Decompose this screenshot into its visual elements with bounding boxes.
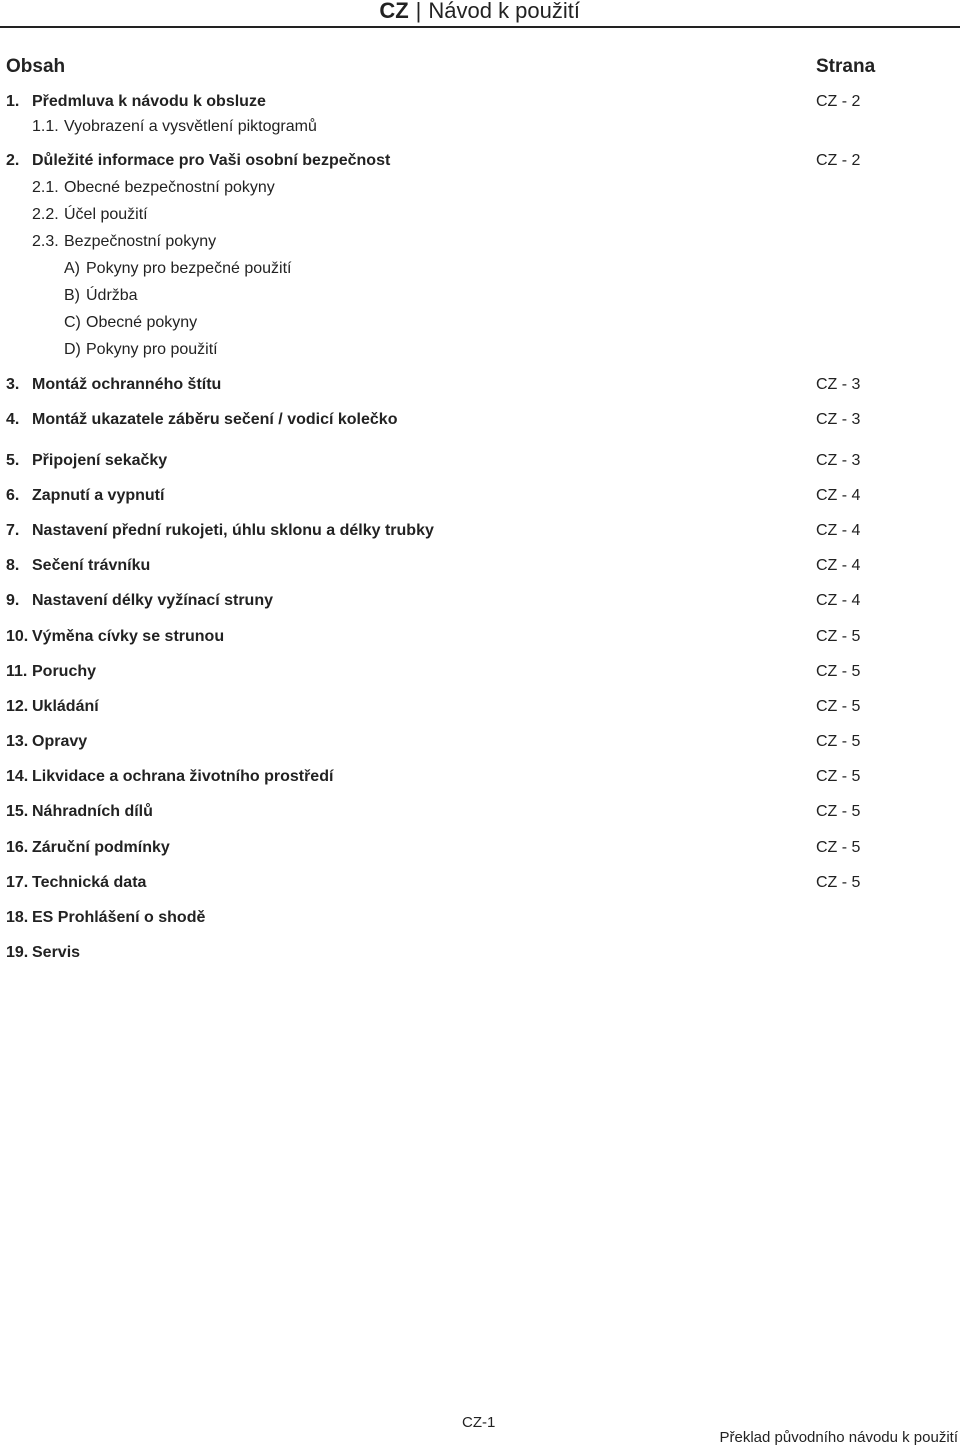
toc-entry[interactable] — [0, 696, 960, 718]
toc-entry-title: Obecné pokyny — [86, 314, 198, 331]
toc-entry-title: Montáž ochranného štítu — [32, 376, 222, 393]
toc-entry[interactable] — [0, 450, 960, 472]
toc-entry-title: Důležité informace pro Vaši osobní bezpečnost — [32, 152, 391, 169]
toc-entry[interactable] — [0, 258, 960, 280]
toc-entry-number: 2.2. — [32, 206, 59, 223]
toc-entry-number: 18. — [6, 909, 29, 926]
toc-entry-title: Pokyny pro použití — [86, 341, 218, 358]
toc-entry-page: CZ - 5 — [816, 733, 861, 750]
toc-entry[interactable] — [0, 150, 960, 172]
toc-entry-title: Vyobrazení a vysvětlení piktogramů — [64, 118, 317, 135]
toc-entry-title: Předmluva k návodu k obsluze — [32, 93, 266, 110]
language-code: CZ — [379, 0, 409, 23]
toc-entry-page: CZ - 5 — [816, 803, 861, 820]
toc-entry-title: Výměna cívky se strunou — [32, 628, 225, 645]
toc-entry-page: CZ - 3 — [816, 452, 861, 469]
toc-entry[interactable] — [0, 626, 960, 648]
toc-entry[interactable] — [0, 872, 960, 894]
toc-entry-number: 7. — [6, 522, 20, 539]
header-separator: | — [415, 0, 422, 23]
toc-entry-title: Připojení sekačky — [32, 452, 168, 469]
toc-entry-number: 2.3. — [32, 233, 59, 250]
toc-entry[interactable] — [0, 907, 960, 929]
toc-entry-page: CZ - 2 — [816, 152, 861, 169]
toc-entry-number: 15. — [6, 803, 29, 820]
toc-entry-page: CZ - 5 — [816, 768, 861, 785]
toc-entry[interactable] — [0, 520, 960, 542]
toc-entry[interactable] — [0, 801, 960, 823]
toc-entry-number: 2. — [6, 152, 20, 169]
toc-entry[interactable] — [0, 731, 960, 753]
toc-entry-title: Nastavení délky vyžínací struny — [32, 592, 273, 609]
toc-entry-number: 1. — [6, 93, 20, 110]
toc-entry-number: C) — [64, 314, 81, 331]
toc-entry-page: CZ - 4 — [816, 557, 861, 574]
toc-entry-number: 6. — [6, 487, 20, 504]
toc-heading: Obsah — [6, 56, 66, 77]
toc-entry-number: 17. — [6, 874, 29, 891]
toc-entry-title: Likvidace a ochrana životního prostředí — [32, 768, 334, 785]
toc-entry-title: Sečení trávníku — [32, 557, 151, 574]
translation-note: Překlad původního návodu k použití — [719, 1429, 958, 1446]
toc-entry-page: CZ - 3 — [816, 376, 861, 393]
toc-entry-title: Bezpečnostní pokyny — [64, 233, 217, 250]
toc-entry[interactable] — [0, 339, 960, 361]
toc-entry-title: Poruchy — [32, 663, 97, 680]
page-number: CZ-1 — [462, 1414, 496, 1431]
toc-entry-title: Technická data — [32, 874, 147, 891]
toc-entry-title: Náhradních dílů — [32, 803, 153, 820]
toc-entry[interactable] — [0, 374, 960, 396]
toc-entry-title: Obecné bezpečnostní pokyny — [64, 179, 275, 196]
toc-entry-number: 14. — [6, 768, 29, 785]
toc-entry-title: ES Prohlášení o shodě — [32, 909, 206, 926]
toc-entry[interactable] — [0, 231, 960, 253]
toc-entry[interactable] — [0, 116, 960, 138]
toc-entry-title: Zapnutí a vypnutí — [32, 487, 165, 504]
toc-entry-number: 16. — [6, 839, 29, 856]
toc-entry-page: CZ - 4 — [816, 522, 861, 539]
toc-entry[interactable] — [0, 661, 960, 683]
toc-page-heading: Strana — [816, 56, 876, 77]
toc-entry[interactable] — [0, 837, 960, 859]
toc-entry-page: CZ - 4 — [816, 487, 861, 504]
toc-entry[interactable] — [0, 177, 960, 199]
toc-entry-number: 13. — [6, 733, 29, 750]
toc-entry-page: CZ - 5 — [816, 874, 861, 891]
toc-entry-title: Opravy — [32, 733, 88, 750]
toc-entry-title: Montáž ukazatele záběru sečení / vodicí kolečko — [32, 411, 398, 428]
toc-entry[interactable] — [0, 766, 960, 788]
toc-entry-number: 8. — [6, 557, 20, 574]
toc-entry-title: Ukládání — [32, 698, 99, 715]
toc-entry[interactable] — [0, 555, 960, 577]
toc-entry-number: D) — [64, 341, 81, 358]
toc-entry-number: 3. — [6, 376, 20, 393]
toc-entry-number: 19. — [6, 944, 29, 961]
toc-entry-page: CZ - 4 — [816, 592, 861, 609]
toc-entry-number: A) — [64, 260, 80, 277]
toc-entry-number: 1.1. — [32, 118, 59, 135]
toc-entry-number: 12. — [6, 698, 29, 715]
toc-entry-page: CZ - 2 — [816, 93, 861, 110]
toc-entry-number: 10. — [6, 628, 29, 645]
toc-entry-title: Údržba — [86, 287, 138, 304]
toc-entry[interactable] — [0, 312, 960, 334]
toc-entry-page: CZ - 5 — [816, 839, 861, 856]
toc-entry-title: Pokyny pro bezpečné použití — [86, 260, 292, 277]
toc-entry[interactable] — [0, 942, 960, 964]
toc-entry-number: 4. — [6, 411, 20, 428]
toc-entry-number: 2.1. — [32, 179, 59, 196]
toc-entry[interactable] — [0, 409, 960, 431]
page-header — [379, 0, 580, 26]
toc-entry-page: CZ - 3 — [816, 411, 861, 428]
toc-entry-title: Servis — [32, 944, 81, 961]
toc-entry-title: Záruční podmínky — [32, 839, 170, 856]
toc-entry[interactable] — [0, 485, 960, 507]
toc-entry-number: 9. — [6, 592, 20, 609]
toc-entry[interactable] — [0, 285, 960, 307]
toc-entry-number: 5. — [6, 452, 20, 469]
toc-entry[interactable] — [0, 590, 960, 612]
toc-entry-title: Účel použití — [64, 206, 148, 223]
toc-entry-page: CZ - 5 — [816, 698, 861, 715]
toc-entry[interactable] — [0, 204, 960, 226]
toc-entry-page: CZ - 5 — [816, 663, 861, 680]
toc-entry-number: B) — [64, 287, 80, 304]
toc-entry-number: 11. — [6, 663, 28, 680]
document-title: Návod k použití — [428, 0, 580, 23]
toc-entry-page: CZ - 5 — [816, 628, 861, 645]
header-rule — [0, 26, 960, 28]
toc-entry[interactable] — [0, 91, 960, 113]
toc-entry-title: Nastavení přední rukojeti, úhlu sklonu a délky trubky — [32, 522, 434, 539]
